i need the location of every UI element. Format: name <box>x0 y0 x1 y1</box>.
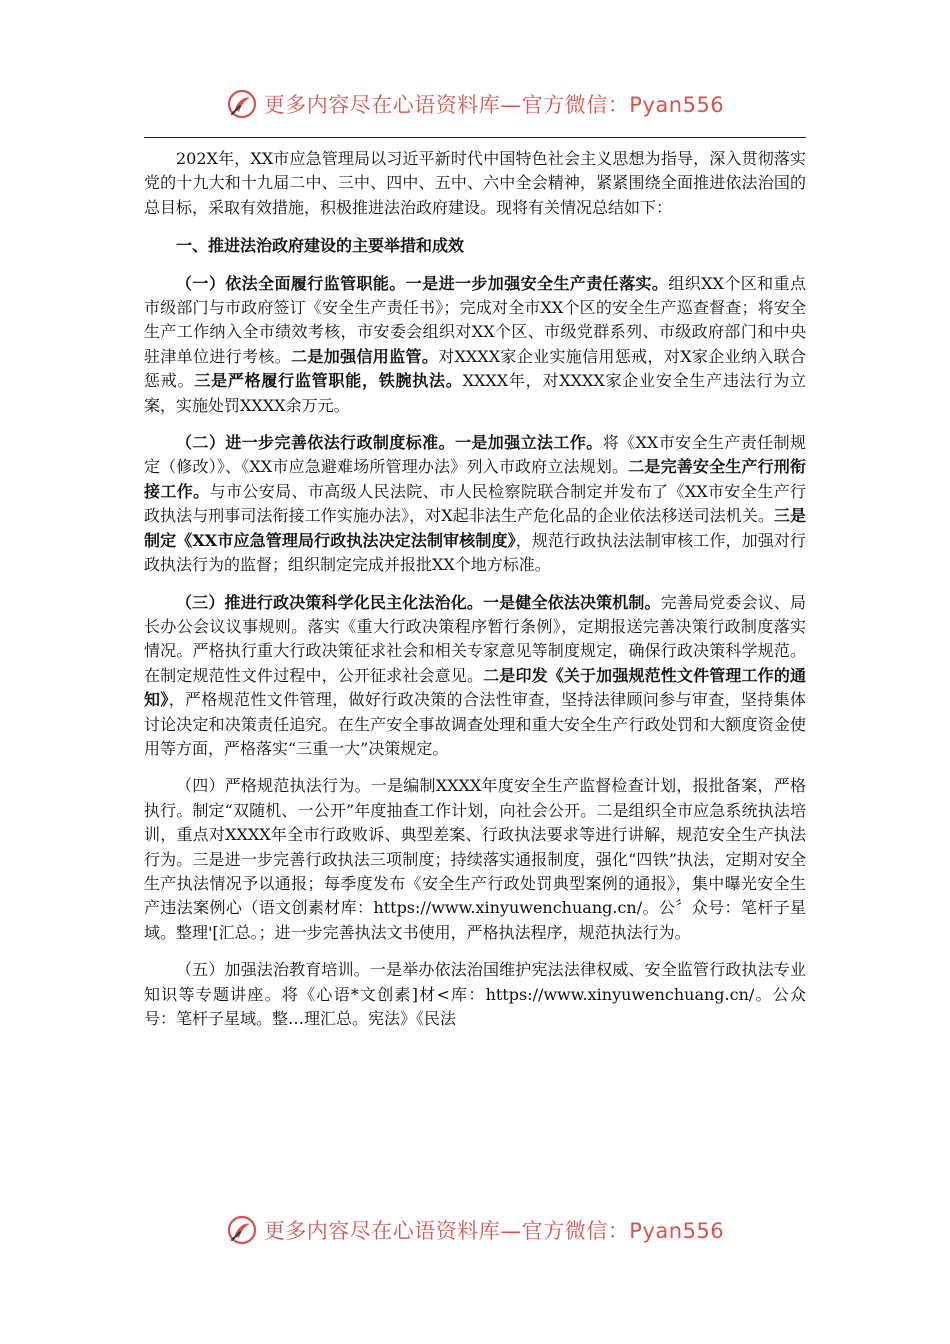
logo-swirl-icon <box>226 88 258 120</box>
paragraph-item-5: （五）加强法治教育培训。一是举办依法治国维护宪法法律权威、安全监管行政执法专业知识等专题讲座。将《心语*文创素]材<库：https://www.xinyuwenchuang.cn/。公众号：笔杆子星域。整…理汇总。宪法》《民法 <box>144 960 806 1028</box>
banner-text: 更多内容尽在心语资料库—官方微信：Pyan556 <box>263 93 725 117</box>
logo-swirl-icon <box>226 1214 258 1246</box>
paragraph-item-1: （一）依法全面履行监管职能。一是进一步加强安全生产责任落实。组织XX个区和重点市级部门与市政府签订《安全生产责任书》；完成对全市XX个区的安全生产巡查督查；将安全生产工作纳入全市绩效考核，市安委会组织对XX个区、市级党群系列、市级政府部门和中央驻津单位进行考核。二是加强信用监管。对XXXX家企业实施信用惩戒，对X家企业纳入联合惩戒。三是严格履行监管职能，铁腕执法。XXXX年，对XXXX家企业安全生产违法行为立案，实施处罚XXXX余万元。 <box>144 273 806 415</box>
intro-paragraph: 202X年，XX市应急管理局以习近平新时代中国特色社会主义思想为指导，深入贯彻落实党的十九大和十九届二中、三中、四中、五中、六中全会精神，紧紧围绕全面推进依法治国的总目标，采取有效措施，积极推进法治政府建设。现将有关情况总结如下： <box>144 149 806 217</box>
footer-banner <box>0 1210 950 1250</box>
banner-text: 更多内容尽在心语资料库—官方微信：Pyan556 <box>263 1219 725 1243</box>
paragraph-item-4: （四）严格规范执法行为。一是编制XXXX年度安全生产监督检查计划，报批备案，严格执行。制定“双随机、一公开”年度抽查工作计划，向社会公开。二是组织全市应急系统执法培训，重点对XXXX年全市行政败诉、典型差案、行政执法要求等进行讲解，规范安全生产执法行为。三是进一步完善行政执法三项制度；持续落实通报制度，强化“四铁”执法，定期对安全生产执法情况予以通报；每季度发布《安全生产行政处罚典型案例的通报》，集中曝光安全生产违法案例心（语文创素材库：https://www.xinyuwenchuang.cn/。公〞众号：笔杆子星域。整理'[汇总。；进一步完善执法文书使用，严格执法程序，规范执法行为。 <box>144 776 806 942</box>
header-banner <box>0 84 950 124</box>
section-heading: 一、推进法治政府建设的主要举措和成效 <box>176 236 465 256</box>
paragraph-item-3: （三）推进行政决策科学化民主化法治化。一是健全依法决策机制。完善局党委会议、局长办公会议议事规则。落实《重大行政决策程序暂行条例》，定期报送完善决策行政制度落实情况。严格执行重大行政决策征求社会和相关专家意见等制度规定，确保行政决策科学规范。在制定规范性文件过程中，公开征求社会意见。二是印发《关于加强规范性文件管理工作的通知》，严格规范性文件管理，做好行政决策的合法性审查，坚持法律顾问参与审查，坚持集体讨论决定和决策责任追究。在生产安全事故调查处理和重大安全生产行政处罚和大额度资金使用等方面，严格落实“三重一大”决策规定。 <box>144 592 806 758</box>
document-body <box>144 147 806 1031</box>
header-rule <box>144 137 806 138</box>
paragraph-item-2: （二）进一步完善依法行政制度标准。一是加强立法工作。将《XX市安全生产责任制规定（修改）》、《XX市应急避难场所管理办法》列入市政府立法规划。二是完善安全生产行刑衔接工作。与市公安局、市高级人民法院、市人民检察院联合制定并发布了《XX市安全生产行政执法与刑事司法衔接工作实施办法》，对X起非法生产危化品的企业依法移送司法机关。三是制定《XX市应急管理局行政执法决定法制审核制度》，规范行政执法法制审核工作，加强对行政执法行为的监督；组织制定完成并报批XX个地方标准。 <box>144 433 806 575</box>
